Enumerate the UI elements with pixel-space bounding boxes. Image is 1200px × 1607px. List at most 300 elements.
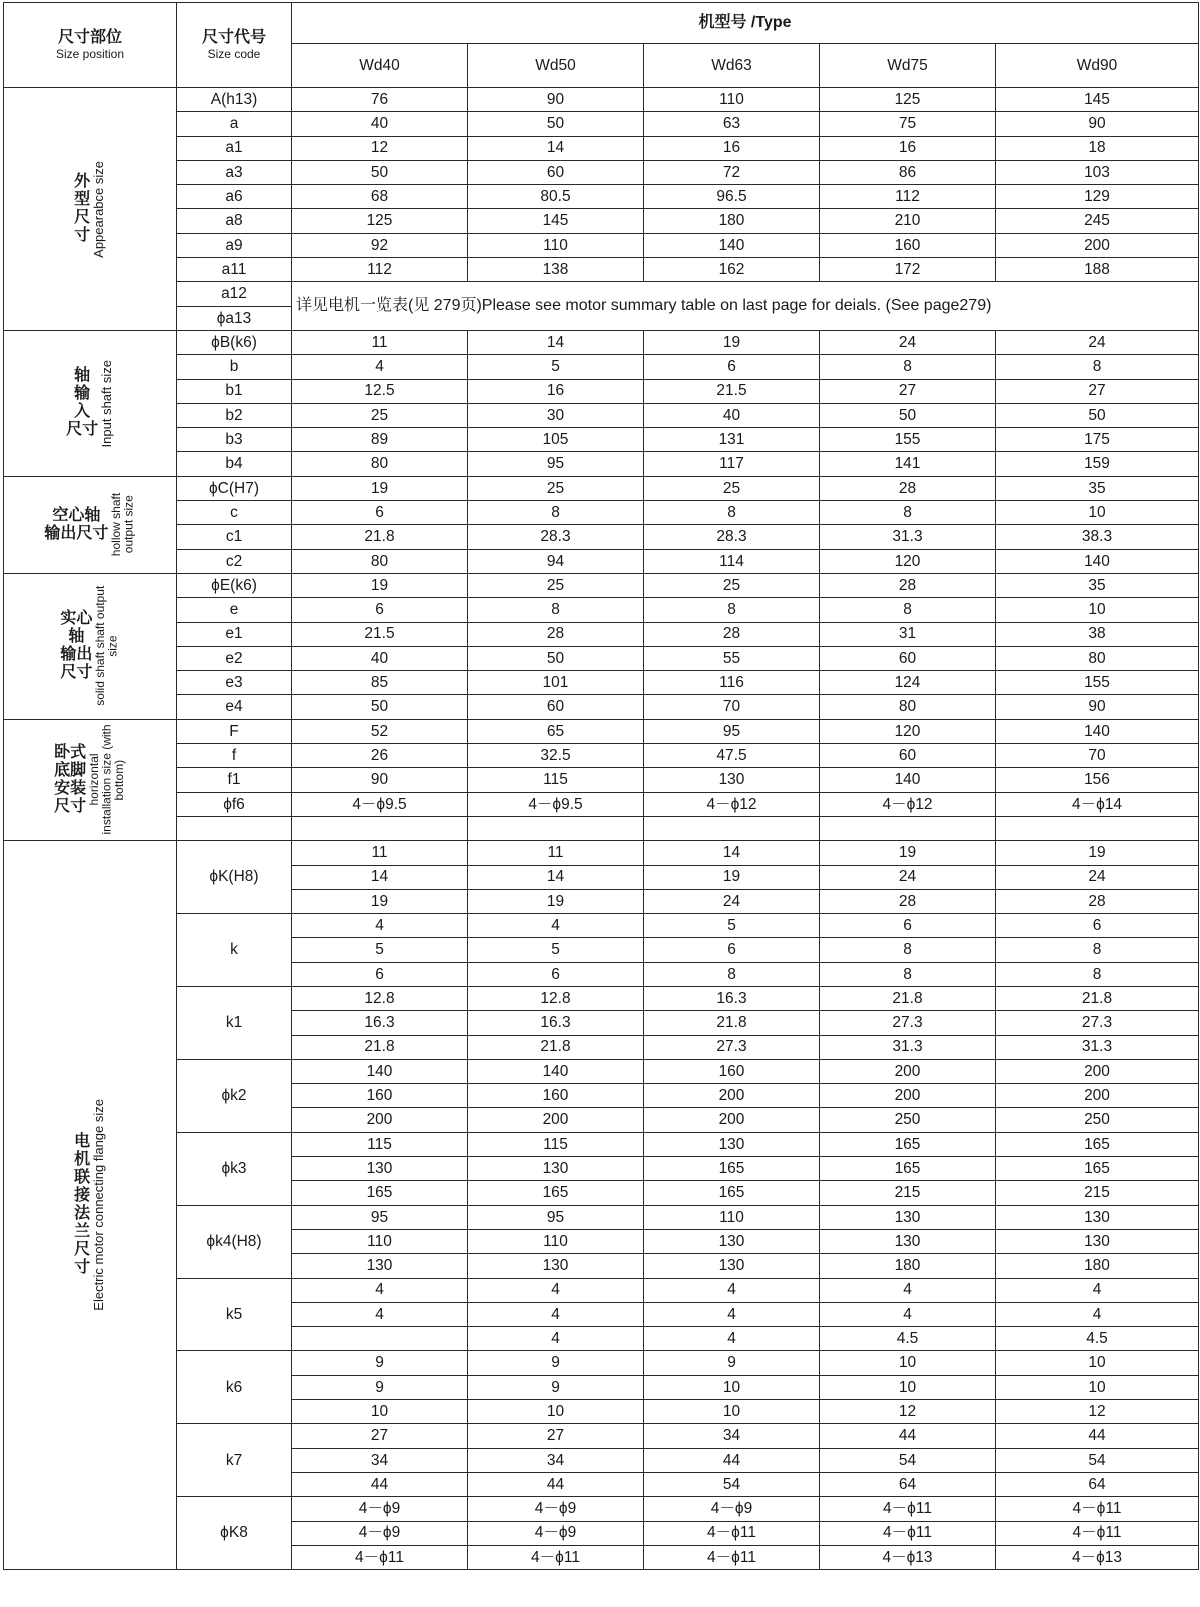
- value-cell: 50: [468, 646, 644, 670]
- value-cell: 130: [292, 1254, 468, 1278]
- size-code-cell: b: [177, 355, 292, 379]
- value-cell: 80.5: [468, 185, 644, 209]
- value-cell: 40: [644, 403, 820, 427]
- value-cell: 200: [644, 1108, 820, 1132]
- value-cell: 4: [292, 1278, 468, 1302]
- section-label: [4, 161, 176, 258]
- value-cell: 9: [468, 1375, 644, 1399]
- value-cell: 130: [644, 1229, 820, 1253]
- value-cell: 140: [644, 233, 820, 257]
- table-row: [4, 112, 1199, 136]
- value-cell: 60: [820, 646, 996, 670]
- value-cell: 4: [468, 1302, 644, 1326]
- table-row: [4, 792, 1199, 816]
- value-cell: 95: [292, 1205, 468, 1229]
- value-cell: 4: [292, 1302, 468, 1326]
- value-cell: 19: [292, 476, 468, 500]
- table-row: [4, 282, 1199, 306]
- value-cell: 130: [468, 1254, 644, 1278]
- value-cell: 103: [996, 160, 1199, 184]
- value-cell: 200: [996, 1059, 1199, 1083]
- dimension-table: [3, 2, 1199, 1570]
- value-cell: 21.8: [468, 1035, 644, 1059]
- value-cell: 64: [996, 1472, 1199, 1496]
- value-cell: 4: [996, 1278, 1199, 1302]
- value-cell: 200: [292, 1108, 468, 1132]
- value-cell: 5: [644, 914, 820, 938]
- value-cell: 105: [468, 428, 644, 452]
- size-position-header: [4, 3, 177, 88]
- value-cell: 172: [820, 258, 996, 282]
- value-cell: 4－ϕ11: [644, 1545, 820, 1569]
- value-cell: 188: [996, 258, 1199, 282]
- section-label-cell: [4, 88, 177, 331]
- size-code-cell: ϕK(H8): [177, 841, 292, 914]
- table-row: [4, 379, 1199, 403]
- value-cell: 28: [820, 889, 996, 913]
- value-cell: 27.3: [996, 1011, 1199, 1035]
- value-cell: 11: [468, 841, 644, 865]
- value-cell: 131: [644, 428, 820, 452]
- value-cell: 160: [468, 1084, 644, 1108]
- value-cell: 12: [820, 1400, 996, 1424]
- value-cell: 4－ϕ9: [292, 1521, 468, 1545]
- value-cell: 27: [820, 379, 996, 403]
- value-cell: 138: [468, 258, 644, 282]
- value-cell: [996, 816, 1199, 840]
- value-cell: 245: [996, 209, 1199, 233]
- value-cell: 31: [820, 622, 996, 646]
- table-body: [4, 88, 1199, 1570]
- size-code-cell: b4: [177, 452, 292, 476]
- value-cell: 165: [468, 1181, 644, 1205]
- value-cell: 110: [644, 1205, 820, 1229]
- value-cell: 65: [468, 719, 644, 743]
- value-cell: 200: [996, 1084, 1199, 1108]
- value-cell: 159: [996, 452, 1199, 476]
- size-code-cell: ϕk4(H8): [177, 1205, 292, 1278]
- value-cell: [292, 816, 468, 840]
- value-cell: 68: [292, 185, 468, 209]
- value-cell: 11: [292, 841, 468, 865]
- value-cell: [292, 1327, 468, 1351]
- table-row: [4, 1497, 1199, 1521]
- table-row: [4, 646, 1199, 670]
- size-code-cell: A(h13): [177, 88, 292, 112]
- value-cell: 80: [292, 452, 468, 476]
- table-row: [4, 744, 1199, 768]
- table-row: [4, 719, 1199, 743]
- note-cell: 详见电机一览表(见 279页)Please see motor summary table on last page for deials. (See page279): [292, 282, 1199, 331]
- size-position-zh: 尺寸部位: [57, 28, 122, 46]
- value-cell: 28: [820, 573, 996, 597]
- type-column-header: Wd50: [468, 44, 644, 88]
- value-cell: 130: [644, 1132, 820, 1156]
- value-cell: 180: [996, 1254, 1199, 1278]
- value-cell: 110: [292, 1229, 468, 1253]
- section-label-en: horizontal installation size (with bottom): [87, 724, 127, 835]
- value-cell: 6: [820, 914, 996, 938]
- value-cell: 4－ϕ12: [820, 792, 996, 816]
- type-column-header: Wd40: [292, 44, 468, 88]
- value-cell: 21.8: [996, 986, 1199, 1010]
- value-cell: 34: [292, 1448, 468, 1472]
- value-cell: 19: [644, 865, 820, 889]
- size-code-cell: a3: [177, 160, 292, 184]
- table-row: [4, 403, 1199, 427]
- value-cell: 140: [996, 549, 1199, 573]
- value-cell: 5: [468, 355, 644, 379]
- section-label: [4, 724, 176, 836]
- size-code-cell: a6: [177, 185, 292, 209]
- value-cell: 10: [996, 1375, 1199, 1399]
- size-code-cell: ϕE(k6): [177, 573, 292, 597]
- value-cell: 16: [468, 379, 644, 403]
- value-cell: 8: [468, 598, 644, 622]
- table-row: [4, 622, 1199, 646]
- value-cell: 117: [644, 452, 820, 476]
- value-cell: 44: [468, 1472, 644, 1496]
- section-label: [4, 1099, 176, 1311]
- size-code-cell: k7: [177, 1424, 292, 1497]
- value-cell: 12.5: [292, 379, 468, 403]
- value-cell: 4－ϕ11: [996, 1497, 1199, 1521]
- value-cell: 24: [820, 865, 996, 889]
- value-cell: 101: [468, 671, 644, 695]
- value-cell: 50: [996, 403, 1199, 427]
- value-cell: 141: [820, 452, 996, 476]
- value-cell: 200: [644, 1084, 820, 1108]
- table-row: [4, 671, 1199, 695]
- value-cell: 90: [996, 112, 1199, 136]
- value-cell: 215: [996, 1181, 1199, 1205]
- table-row: [4, 185, 1199, 209]
- value-cell: 4－ϕ11: [996, 1521, 1199, 1545]
- section-label-cell: [4, 573, 177, 719]
- value-cell: 200: [820, 1084, 996, 1108]
- table-row: [4, 1059, 1199, 1083]
- value-cell: 120: [820, 549, 996, 573]
- size-code-cell: a12: [177, 282, 292, 306]
- value-cell: 40: [292, 646, 468, 670]
- value-cell: 114: [644, 549, 820, 573]
- value-cell: 16.3: [644, 986, 820, 1010]
- table-row: [4, 88, 1199, 112]
- value-cell: 31.3: [820, 525, 996, 549]
- value-cell: 35: [996, 573, 1199, 597]
- value-cell: 8: [820, 501, 996, 525]
- value-cell: 14: [468, 865, 644, 889]
- section-label-zh: 电 机 联 接 法 兰 尺 寸: [74, 1132, 91, 1277]
- table-row: [4, 160, 1199, 184]
- value-cell: 64: [820, 1472, 996, 1496]
- value-cell: 16: [644, 136, 820, 160]
- value-cell: 14: [292, 865, 468, 889]
- value-cell: 19: [292, 573, 468, 597]
- table-row: [4, 768, 1199, 792]
- value-cell: 120: [820, 719, 996, 743]
- size-code-cell: k1: [177, 986, 292, 1059]
- table-row: [4, 476, 1199, 500]
- size-code-cell: F: [177, 719, 292, 743]
- value-cell: 27.3: [820, 1011, 996, 1035]
- value-cell: 250: [996, 1108, 1199, 1132]
- value-cell: 47.5: [644, 744, 820, 768]
- value-cell: 76: [292, 88, 468, 112]
- value-cell: 63: [644, 112, 820, 136]
- value-cell: 21.8: [644, 1011, 820, 1035]
- size-code-cell: ϕB(k6): [177, 330, 292, 354]
- value-cell: 8: [644, 962, 820, 986]
- size-code-cell: e1: [177, 622, 292, 646]
- value-cell: 210: [820, 209, 996, 233]
- value-cell: 27: [468, 1424, 644, 1448]
- header-row-1: [4, 3, 1199, 44]
- value-cell: 18: [996, 136, 1199, 160]
- table-row: [4, 233, 1199, 257]
- table-row: [4, 209, 1199, 233]
- value-cell: 112: [820, 185, 996, 209]
- section-label-cell: [4, 841, 177, 1570]
- value-cell: 140: [820, 768, 996, 792]
- value-cell: 9: [292, 1351, 468, 1375]
- value-cell: 25: [468, 573, 644, 597]
- value-cell: 85: [292, 671, 468, 695]
- value-cell: 14: [468, 136, 644, 160]
- value-cell: 6: [644, 938, 820, 962]
- value-cell: 60: [468, 160, 644, 184]
- table-row: [4, 986, 1199, 1010]
- value-cell: 130: [820, 1229, 996, 1253]
- size-code-cell: b2: [177, 403, 292, 427]
- value-cell: 110: [644, 88, 820, 112]
- table-row: [4, 330, 1199, 354]
- value-cell: 4: [292, 914, 468, 938]
- value-cell: 250: [820, 1108, 996, 1132]
- value-cell: 8: [820, 962, 996, 986]
- value-cell: 21.8: [820, 986, 996, 1010]
- table-row: [4, 598, 1199, 622]
- value-cell: 25: [468, 476, 644, 500]
- table-row: [4, 428, 1199, 452]
- value-cell: 40: [292, 112, 468, 136]
- value-cell: 4－ϕ9: [468, 1497, 644, 1521]
- value-cell: 31.3: [996, 1035, 1199, 1059]
- type-column-header: Wd90: [996, 44, 1199, 88]
- value-cell: 34: [468, 1448, 644, 1472]
- value-cell: 125: [820, 88, 996, 112]
- value-cell: 112: [292, 258, 468, 282]
- value-cell: 124: [820, 671, 996, 695]
- value-cell: 110: [468, 1229, 644, 1253]
- size-code-cell: k: [177, 914, 292, 987]
- value-cell: 60: [468, 695, 644, 719]
- value-cell: [820, 816, 996, 840]
- value-cell: 4－ϕ12: [644, 792, 820, 816]
- value-cell: [644, 816, 820, 840]
- value-cell: 8: [820, 598, 996, 622]
- value-cell: 140: [996, 719, 1199, 743]
- value-cell: 5: [292, 938, 468, 962]
- table-row: [4, 258, 1199, 282]
- value-cell: 165: [820, 1132, 996, 1156]
- value-cell: 4－ϕ11: [468, 1545, 644, 1569]
- value-cell: 4－ϕ11: [820, 1497, 996, 1521]
- size-code-cell: a: [177, 112, 292, 136]
- size-code-cell: ϕC(H7): [177, 476, 292, 500]
- value-cell: 4: [468, 1327, 644, 1351]
- size-code-cell: ϕk3: [177, 1132, 292, 1205]
- value-cell: 110: [468, 233, 644, 257]
- value-cell: 6: [292, 501, 468, 525]
- size-code-cell: e2: [177, 646, 292, 670]
- value-cell: 5: [468, 938, 644, 962]
- table-row: [4, 452, 1199, 476]
- value-cell: 86: [820, 160, 996, 184]
- value-cell: 50: [292, 695, 468, 719]
- value-cell: 4: [644, 1278, 820, 1302]
- value-cell: 4－ϕ11: [820, 1521, 996, 1545]
- value-cell: 28: [468, 622, 644, 646]
- section-label-zh: 实心 轴 输出 尺寸: [60, 610, 93, 682]
- value-cell: 89: [292, 428, 468, 452]
- value-cell: 38.3: [996, 525, 1199, 549]
- value-cell: 19: [292, 889, 468, 913]
- value-cell: 4: [644, 1302, 820, 1326]
- value-cell: 80: [996, 646, 1199, 670]
- value-cell: 27: [996, 379, 1199, 403]
- value-cell: 115: [468, 768, 644, 792]
- table-row: [4, 1424, 1199, 1448]
- value-cell: 4: [468, 1278, 644, 1302]
- value-cell: 44: [644, 1448, 820, 1472]
- value-cell: 10: [996, 501, 1199, 525]
- value-cell: 162: [644, 258, 820, 282]
- value-cell: 80: [292, 549, 468, 573]
- section-label-zh: 空心轴 输出尺寸: [44, 506, 109, 542]
- type-header: 机型号 /Type: [292, 3, 1199, 44]
- value-cell: 155: [996, 671, 1199, 695]
- value-cell: 4: [820, 1278, 996, 1302]
- value-cell: 4－ϕ9.5: [468, 792, 644, 816]
- value-cell: 21.8: [292, 525, 468, 549]
- size-code-cell: ϕf6: [177, 792, 292, 816]
- value-cell: 200: [996, 233, 1199, 257]
- value-cell: 55: [644, 646, 820, 670]
- value-cell: 6: [292, 962, 468, 986]
- value-cell: 54: [644, 1472, 820, 1496]
- size-code-cell: c1: [177, 525, 292, 549]
- size-code-cell: [177, 816, 292, 840]
- section-label-cell: [4, 330, 177, 476]
- value-cell: 4－ϕ13: [996, 1545, 1199, 1569]
- value-cell: 145: [996, 88, 1199, 112]
- section-label-en: Input shaft size: [99, 359, 115, 448]
- value-cell: 130: [996, 1205, 1199, 1229]
- table-row: [4, 695, 1199, 719]
- value-cell: 96.5: [644, 185, 820, 209]
- value-cell: 6: [644, 355, 820, 379]
- value-cell: 50: [468, 112, 644, 136]
- value-cell: 4: [644, 1327, 820, 1351]
- value-cell: 26: [292, 744, 468, 768]
- table-row: [4, 914, 1199, 938]
- value-cell: 155: [820, 428, 996, 452]
- value-cell: 80: [820, 695, 996, 719]
- value-cell: 10: [644, 1375, 820, 1399]
- value-cell: 130: [292, 1157, 468, 1181]
- value-cell: 12: [996, 1400, 1199, 1424]
- value-cell: 4－ϕ9: [468, 1521, 644, 1545]
- size-position-en: Size position: [55, 47, 125, 61]
- value-cell: 125: [292, 209, 468, 233]
- value-cell: 115: [292, 1132, 468, 1156]
- value-cell: 180: [644, 209, 820, 233]
- table-row: [4, 816, 1199, 840]
- section-label-en: Electric motor connecting flange size: [91, 1099, 107, 1312]
- value-cell: 60: [820, 744, 996, 768]
- value-cell: 24: [996, 865, 1199, 889]
- value-cell: 95: [644, 719, 820, 743]
- table-row: [4, 1278, 1199, 1302]
- section-label: [4, 578, 176, 714]
- value-cell: 70: [996, 744, 1199, 768]
- value-cell: 165: [292, 1181, 468, 1205]
- value-cell: 200: [820, 1059, 996, 1083]
- value-cell: 27: [292, 1424, 468, 1448]
- value-cell: 8: [468, 501, 644, 525]
- value-cell: 25: [644, 476, 820, 500]
- value-cell: 4: [468, 914, 644, 938]
- value-cell: 9: [468, 1351, 644, 1375]
- section-label-en: hollow shaft output size: [109, 493, 136, 557]
- size-code-cell: b3: [177, 428, 292, 452]
- size-code-cell: f1: [177, 768, 292, 792]
- value-cell: 16.3: [292, 1011, 468, 1035]
- value-cell: 10: [996, 598, 1199, 622]
- value-cell: 12.8: [292, 986, 468, 1010]
- value-cell: 44: [820, 1424, 996, 1448]
- value-cell: 32.5: [468, 744, 644, 768]
- value-cell: 21.5: [292, 622, 468, 646]
- section-label: [4, 481, 176, 568]
- value-cell: 14: [644, 841, 820, 865]
- value-cell: 92: [292, 233, 468, 257]
- value-cell: 16: [820, 136, 996, 160]
- value-cell: 140: [292, 1059, 468, 1083]
- size-code-cell: a8: [177, 209, 292, 233]
- value-cell: 94: [468, 549, 644, 573]
- value-cell: 165: [644, 1181, 820, 1205]
- size-code-cell: c: [177, 501, 292, 525]
- value-cell: 215: [820, 1181, 996, 1205]
- size-code-cell: a9: [177, 233, 292, 257]
- type-column-header: Wd75: [820, 44, 996, 88]
- value-cell: 165: [820, 1157, 996, 1181]
- section-label-en: solid shaft shaft output size: [93, 586, 120, 707]
- value-cell: 28: [644, 622, 820, 646]
- value-cell: 160: [820, 233, 996, 257]
- value-cell: 95: [468, 1205, 644, 1229]
- value-cell: 8: [820, 938, 996, 962]
- value-cell: 4－ϕ11: [644, 1521, 820, 1545]
- value-cell: 4: [292, 355, 468, 379]
- value-cell: 19: [996, 841, 1199, 865]
- value-cell: 130: [468, 1157, 644, 1181]
- type-column-header: Wd63: [644, 44, 820, 88]
- value-cell: 90: [468, 88, 644, 112]
- section-label-cell: [4, 476, 177, 573]
